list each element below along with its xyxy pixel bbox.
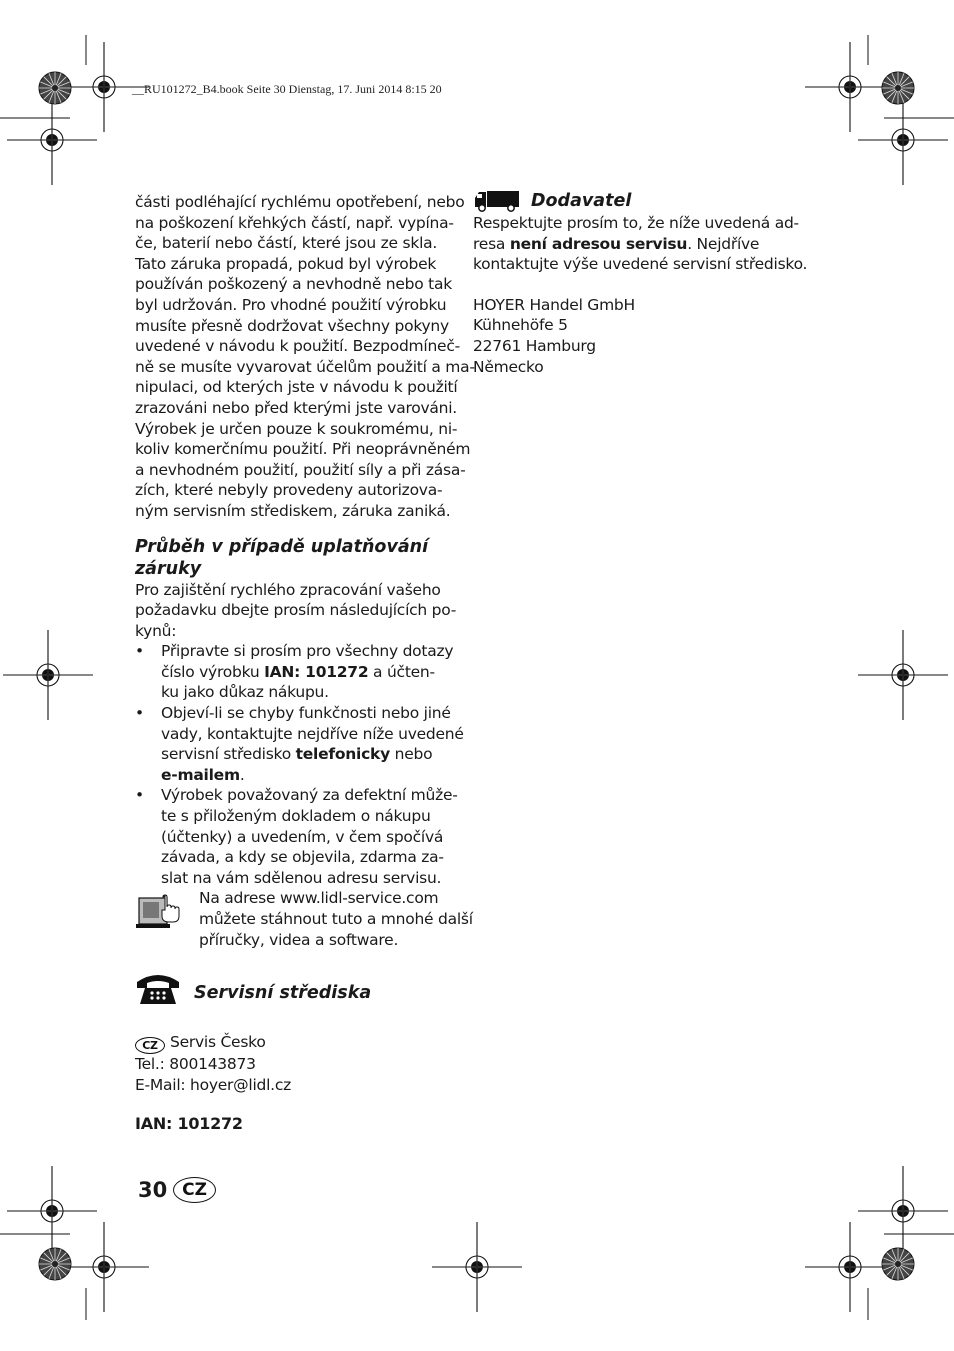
service-heading: Servisní střediska [194,983,372,1004]
supplier-note: Respektujte prosím to, že níže uvedená ad- resa není adresou servisu. Nejdříve kontaktujte výše uvedené servisní středisko. [473,214,808,274]
supplier-address: HOYER Handel GmbH Kühnehöfe 5 22761 Hamburg Německo [473,295,635,376]
registration-mark-icon [858,95,948,185]
registration-mark-icon [805,1222,895,1312]
ian-label: IAN: 101272 [135,1114,243,1134]
truck-icon [473,189,521,213]
registration-mark-icon [7,95,97,185]
service-contact: CZ Servis Česko Tel.: 800143873 E-Mail: hoyer@lidl.cz [135,1032,460,1095]
book-header: __RU101272_B4.book Seite 30 Dienstag, 17. Juni 2014 8:15 20 [132,82,442,96]
registration-mark-icon [59,1222,149,1312]
page-number: 30 [138,1178,168,1202]
registration-mark-icon [805,42,895,132]
color-wheel-icon [882,1248,914,1280]
service-email: E-Mail: hoyer@lidl.cz [135,1075,292,1094]
procedure-intro: Pro zajištění rychlého zpracování vašeho požadavku dbejte prosím následujících po- kynů: [135,580,457,640]
registration-mark-icon [3,630,93,720]
registration-mark-icon [858,1166,948,1256]
supplier-heading: Dodavatel [531,191,632,211]
right-column [473,189,808,377]
ian-inline: IAN: 101272 [264,662,369,681]
service-heading-row [135,970,460,1014]
registration-mark-icon [7,1166,97,1256]
supplier-heading-row [473,189,793,213]
list-item: • Připravte si prosím pro všechny dotazy číslo výrobku IAN: 101272 a účten- ku jako důkaz nákupu. [135,642,454,702]
warranty-text: části podléhající rychlému opotřebení, nebo na poškození křehkých částí, např. vypína- če, baterií nebo částí, které jsou ze skla. Tato záruka propadá, pokud byl výrobek používán poškozený a nevhodně nebo tak byl udržován. Pro vhodné použití výrobku musíte přesně dodržovat všechny pokyny uvedené v návodu k použití. Bezpodmíneč- ně se musíte vyvarovat účelům použití a ma- nipulaci, od kterých jste v návodu k použití zrazováni nebo před kterými jste varováni. Výrobek je určen pouze k soukromému, ni- koliv komerčnímu použití. Při neoprávněném a nevhodném použití, použití síly a při zása- zích, které nebyly provedeny autorizova- ným servisním střediskem, záruka zaniká. [135,193,475,520]
country-badge: CZ [173,1177,216,1203]
registration-mark-icon [858,630,948,720]
service-phone: Tel.: 800143873 [135,1055,256,1074]
registration-mark-icon [432,1222,522,1312]
list-item: • Výrobek považovaný za defektní může- te s přiloženým dokladem o nákupu (účtenky) a uvedením, v čem spočívá závada, a kdy se objevila, zdarma za- slat na vám sdělenou adresu servisu. [135,786,458,887]
telephone-icon [135,970,181,1008]
list-item: • Objeví-li se chyby funkčnosti nebo jiné vady, kontaktujte nejdříve níže uvedené servisní středisko telefonicky nebo e-mailem. [135,704,464,784]
color-wheel-icon [882,72,914,104]
procedure-heading: Průběh v případě uplatňování záruky [135,536,429,579]
download-note: Na adrese www.lidl-service.com můžete stáhnout tuto a mnohé další příručky, videa a software. [135,888,460,950]
color-wheel-icon [39,1248,71,1280]
manual-download-icon [135,890,181,930]
left-column [135,192,475,1135]
color-wheel-icon [39,72,71,104]
cz-badge: CZ [135,1037,165,1054]
